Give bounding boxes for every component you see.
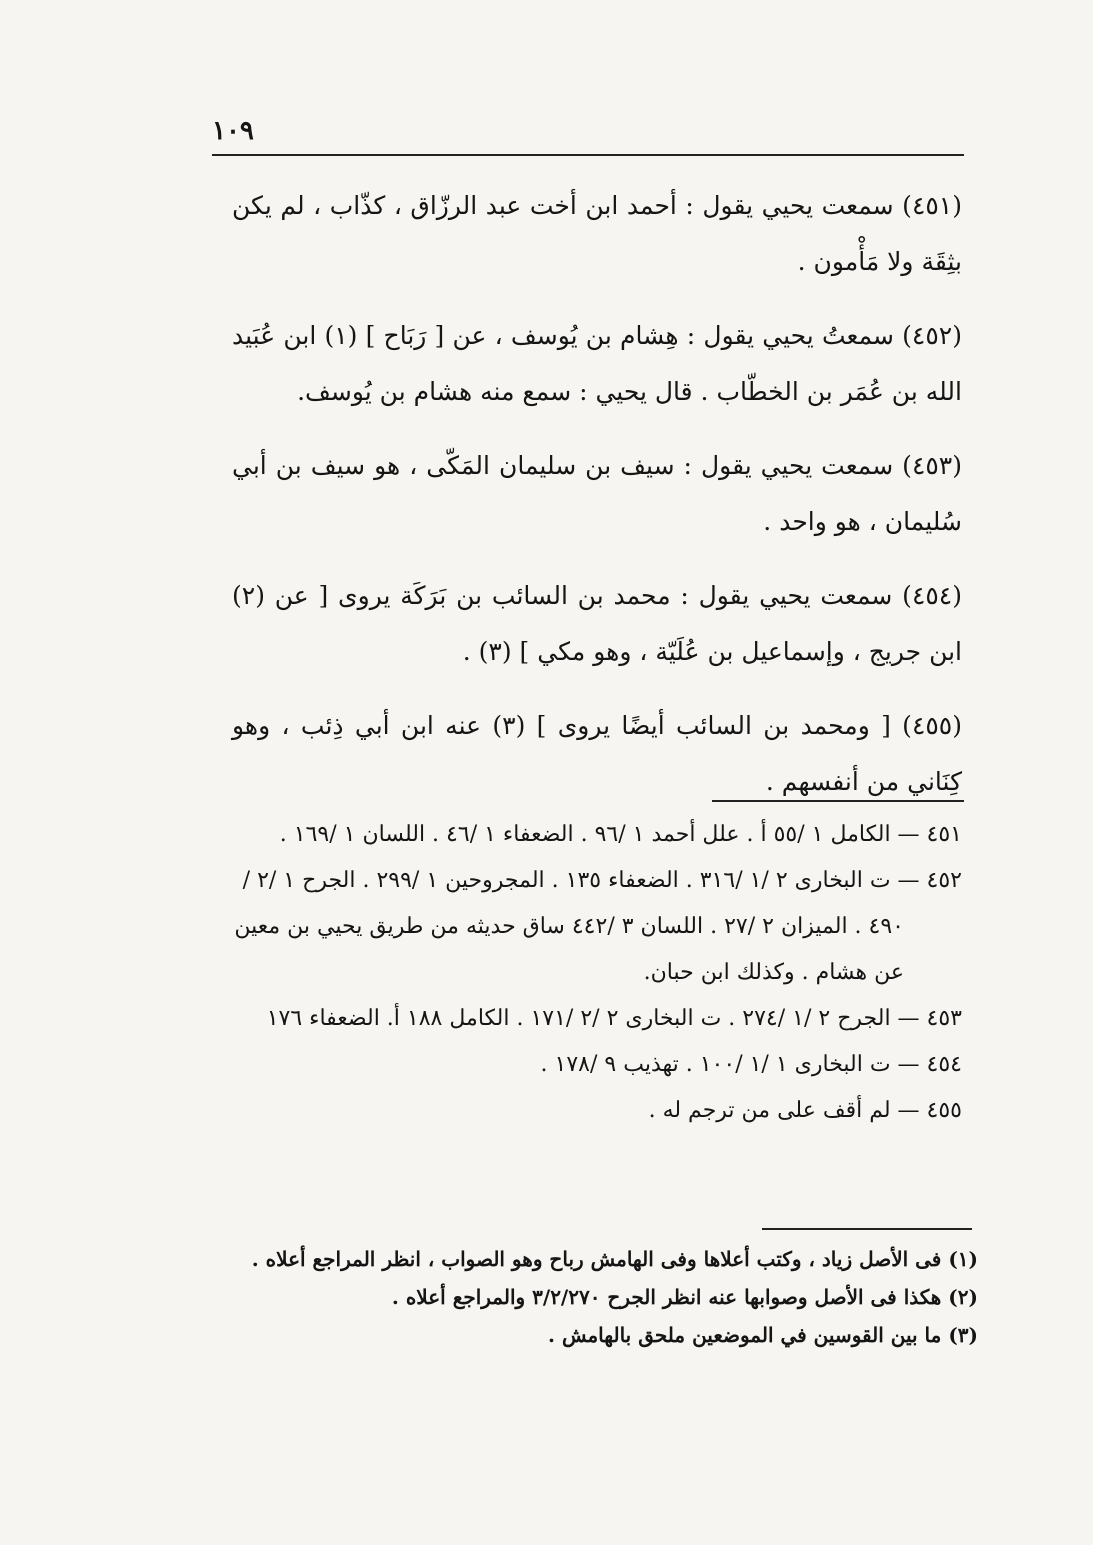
entry-454: (٤٥٤) سمعت يحيي يقول : محمد بن السائب بن بَرَكَة يروى [ عن (٢) ابن جريج ، وإسماعيل بن عُلَيّة ، وهو مكي ] (٣) . xyxy=(232,581,962,666)
footnote-2: (٢) هكذا فى الأصل وصوابها عنه انظر الجرح ٣/٢/٢٧٠ والمراجع أعلاه . xyxy=(391,1285,978,1309)
reference-453: ٤٥٣ — الجرح ٢ /١ /٢٧٤ . ت البخارى ٢ /٢ /١٧١ . الكامل ١٨٨ أ. الضعفاء ١٧٦ xyxy=(266,1006,962,1031)
reference-454: ٤٥٤ — ت البخارى ١ /١ /١٠٠ . تهذيب ٩ /١٧٨ . xyxy=(540,1052,962,1077)
footnotes-section xyxy=(218,1242,978,1356)
entry-455: (٤٥٥) [ ومحمد بن السائب أيضًا يروى ] (٣) عنه ابن أبي ذِئب ، وهو كِنَاني من أنفسهم . xyxy=(232,711,962,796)
entry-451: (٤٥١) سمعت يحيي يقول : أحمد ابن أخت عبد الرزّاق ، كذّاب ، لم يكن بثِقَة ولا مَأْمون . xyxy=(232,191,962,276)
footnote-3: (٣) ما بين القوسين في الموضعين ملحق بالهامش . xyxy=(548,1323,978,1347)
header-rule xyxy=(212,154,964,156)
footnotes-rule xyxy=(762,1228,972,1230)
reference-452: ٤٥٢ — ت البخارى ٢ /١ /٣١٦ . الضعفاء ١٣٥ . المجروحين ١ /٢٩٩ . الجرح ١ /٢ /٤٩٠ . الميزان ٢ /٢٧ . اللسان ٣ /٤٤٢ ساق حديثه من طريق يحيي بن معين عن هشام . وكذلك ابن حبان. xyxy=(234,868,962,985)
reference-455: ٤٥٥ — لم أقف على من ترجم له . xyxy=(648,1098,962,1123)
references-rule xyxy=(712,800,964,802)
references-section xyxy=(232,812,962,1134)
entry-453: (٤٥٣) سمعت يحيي يقول : سيف بن سليمان المَكّى ، هو سيف بن أبي سُليمان ، هو واحد . xyxy=(232,451,962,536)
footnote-1: (١) فى الأصل زياد ، وكتب أعلاها وفى الهامش رباح وهو الصواب ، انظر المراجع أعلاه . xyxy=(251,1247,978,1271)
page-number: ١٠٩ xyxy=(212,116,254,146)
entry-452: (٤٥٢) سمعتُ يحيي يقول : هِشام بن يُوسف ، عن [ رَبَاح ] (١) ابن عُبَيد الله بن عُمَر بن الخطّاب . قال يحيي : سمع منه هشام بن يُوسف. xyxy=(232,321,962,406)
main-text xyxy=(232,178,962,828)
reference-451: ٤٥١ — الكامل ١ /٥٥ أ . علل أحمد ١ /٩٦ . الضعفاء ١ /٤٦ . اللسان ١ /١٦٩ . xyxy=(279,822,962,847)
